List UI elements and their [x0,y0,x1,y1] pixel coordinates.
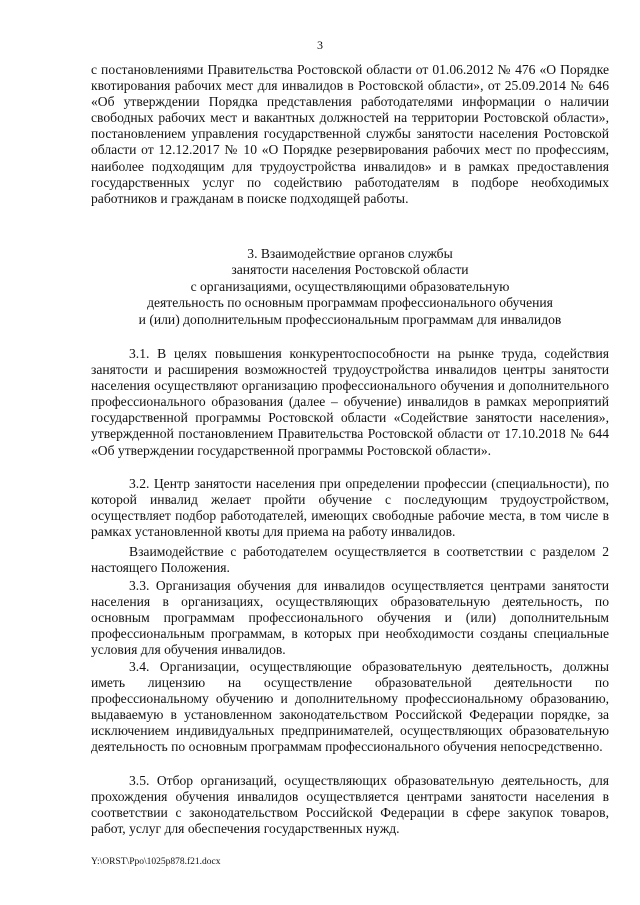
section-heading-line: деятельность по основным программам профессионального обучения [147,295,553,311]
section-heading-line: и (или) дополнительным профессиональным программам для инвалидов [138,311,562,327]
interaction-paragraph: Взаимодействие с работодателем осуществляется в соответствии с разделом 2 настоящего Положения. [91,544,609,576]
section-heading-line: 3. Взаимодействие органов службы [247,246,453,261]
section-heading-line: с организациями, осуществляющими образовательную [190,278,510,294]
paragraph-3-3: 3.3. Организация обучения для инвалидов осуществляется центрами занятости населения в организациях, осуществляющих образовательную деятельность, по основным программам профессионального обучения и (или) дополнительным профессиональным программам, в которых при необходимости созданы специальные условия для обучения инвалидов. [91,578,609,658]
intro-paragraph: с постановлениями Правительства Ростовской области от 01.06.2012 № 476 «О Порядке квотирования рабочих мест для инвалидов в Ростовской области», от 25.09.2014 № 646 «Об утверждении Порядка представления работодателями информации о наличии свободных рабочих мест и вакантных должностей на территории Ростовской области», постановлением управления государственной службы занятости населения Ростовской области от 12.12.2017 № 10 «О Порядке резервирования рабочих мест по профессиям, наиболее подходящим для трудоустройства инвалидов» и в рамках предоставления государственных услуг по содействию работодателям в подборе необходимых работников и гражданам в поиске подходящей работы. [91,62,609,206]
paragraph-3-1: 3.1. В целях повышения конкурентоспособности на рынке труда, содействия занятости и расширения возможностей трудоустройства инвалидов центры занятости населения осуществляют организацию профессионального обучения и дополнительного профессионального образования (далее – обучение) инвалидов в рамках мероприятий государственной программы Ростовской области «Содействие занятости населения», утвержденной постановлением Правительства Ростовской области от 17.10.2018 № 644 «Об утверждении государственной программы Ростовской области». [91,346,609,458]
footer-file-path: Y:\ORST\Ppo\1025p878.f21.docx [91,857,221,867]
paragraph-3-2: 3.2. Центр занятости населения при определении профессии (специальности), по которой инвалид желает пройти обучение с последующим трудоустройством, осуществляет подбор работодателей, имеющих свободные рабочие места, в том числе в рамках установленной квоты для приема на работу инвалидов. [91,476,609,540]
section-heading-line: занятости населения Ростовской области [231,262,469,278]
page-number: 3 [317,38,323,52]
section-3-heading [91,246,609,328]
paragraph-3-5: 3.5. Отбор организаций, осуществляющих образовательную деятельность, для прохождения обучения инвалидов осуществляется центрами занятости населения в соответствии с законодательством Российской Федерации в сфере закупок товаров, работ, услуг для обеспечения государственных нужд. [91,773,609,837]
paragraph-3-4: 3.4. Организации, осуществляющие образовательную деятельность, должны иметь лицензию на осуществление образовательной деятельности по профессиональному обучению и дополнительному профессиональному образованию, выдаваемую в установленном законодательством Российской Федерации порядке, за исключением индивидуальных предпринимателей, осуществляющих образовательную деятельность по основным программам профессионального обучения непосредственно. [91,659,609,755]
